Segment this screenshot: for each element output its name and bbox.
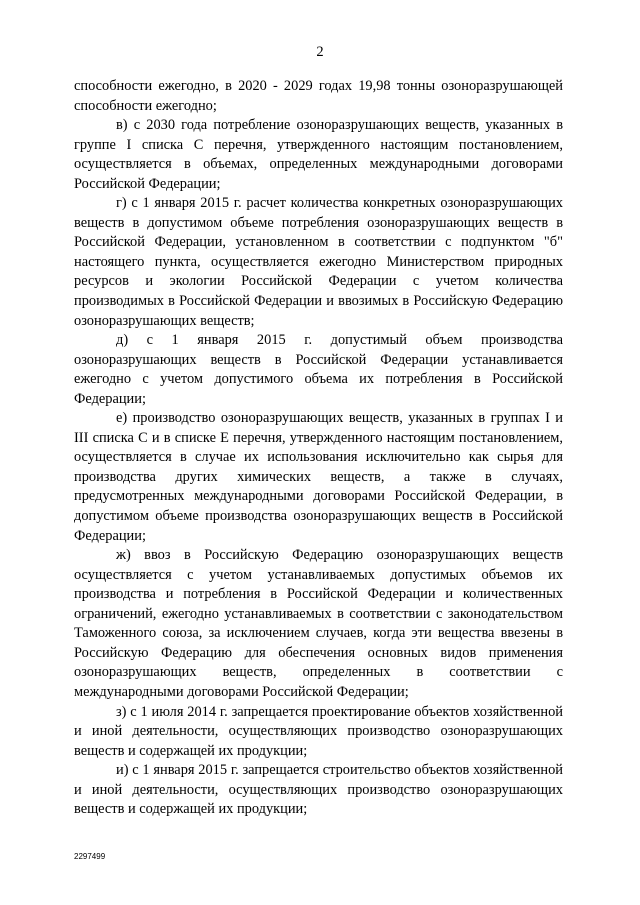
paragraph-item-i: и) с 1 января 2015 г. запрещается строительство объектов хозяйственной и иной деятельности, осуществляющих производство озоноразрушающих веществ и содержащей их продукции; [74,762,563,818]
paragraph-continuation: способности ежегодно, в 2020 - 2029 годах 19,98 тонны озоноразрушающей способности ежегодно; [74,78,563,114]
document-body [74,77,563,820]
page-number: 2 [316,44,324,60]
paragraph-item-zh: ж) ввоз в Российскую Федерацию озоноразрушающих веществ осуществляется с учетом устанавливаемых допустимых объемов их производства и потребления в Российской Федерации и количественных ограничений, ежегодно устанавливаемых в соответствии с законодательством Таможенного союза, за исключением случаев, когда эти вещества ввезены в Российскую Федерацию для обеспечения основных видов применения озоноразрушающих веществ, определенных в соответствии с международными договорами Российской Федерации; [74,547,563,700]
paragraph-item-g: г) с 1 января 2015 г. расчет количества конкретных озоноразрушающих веществ в допустимом объеме потребления озоноразрушающих веществ в Российской Федерации, установленном в соответствии с подпунктом "б" настоящего пункта, осуществляется ежегодно Министерством природных ресурсов и экологии Российской Федерации с учетом количества производимых в Российской Федерации и ввозимых в Российскую Федерацию озоноразрушающих веществ; [74,195,563,329]
document-id: 2297499 [74,852,106,861]
paragraph-item-v: в) с 2030 года потребление озоноразрушающих веществ, указанных в группе I списка С перечня, утвержденного настоящим постановлением, осуществляется в объемах, определенных международными договорами Российской Федерации; [74,117,563,192]
paragraph-item-d: д) с 1 января 2015 г. допустимый объем производства озоноразрушающих веществ в Российской Федерации устанавливается ежегодно с учетом допустимого объема их потребления в Российской Федерации; [74,332,563,407]
paragraph-item-e: е) производство озоноразрушающих веществ, указанных в группах I и III списка С и в списке Е перечня, утвержденного настоящим постановлением, осуществляется в случае их использования исключительно как сырья для производства других химических веществ, а также в случаях, предусмотренных международными договорами Российской Федерации, в допустимом объеме производства озоноразрушающих веществ в Российской Федерации; [74,410,563,544]
paragraph-item-z: з) с 1 июля 2014 г. запрещается проектирование объектов хозяйственной и иной деятельности, осуществляющих производство озоноразрушающих веществ и содержащей их продукции; [74,703,563,759]
